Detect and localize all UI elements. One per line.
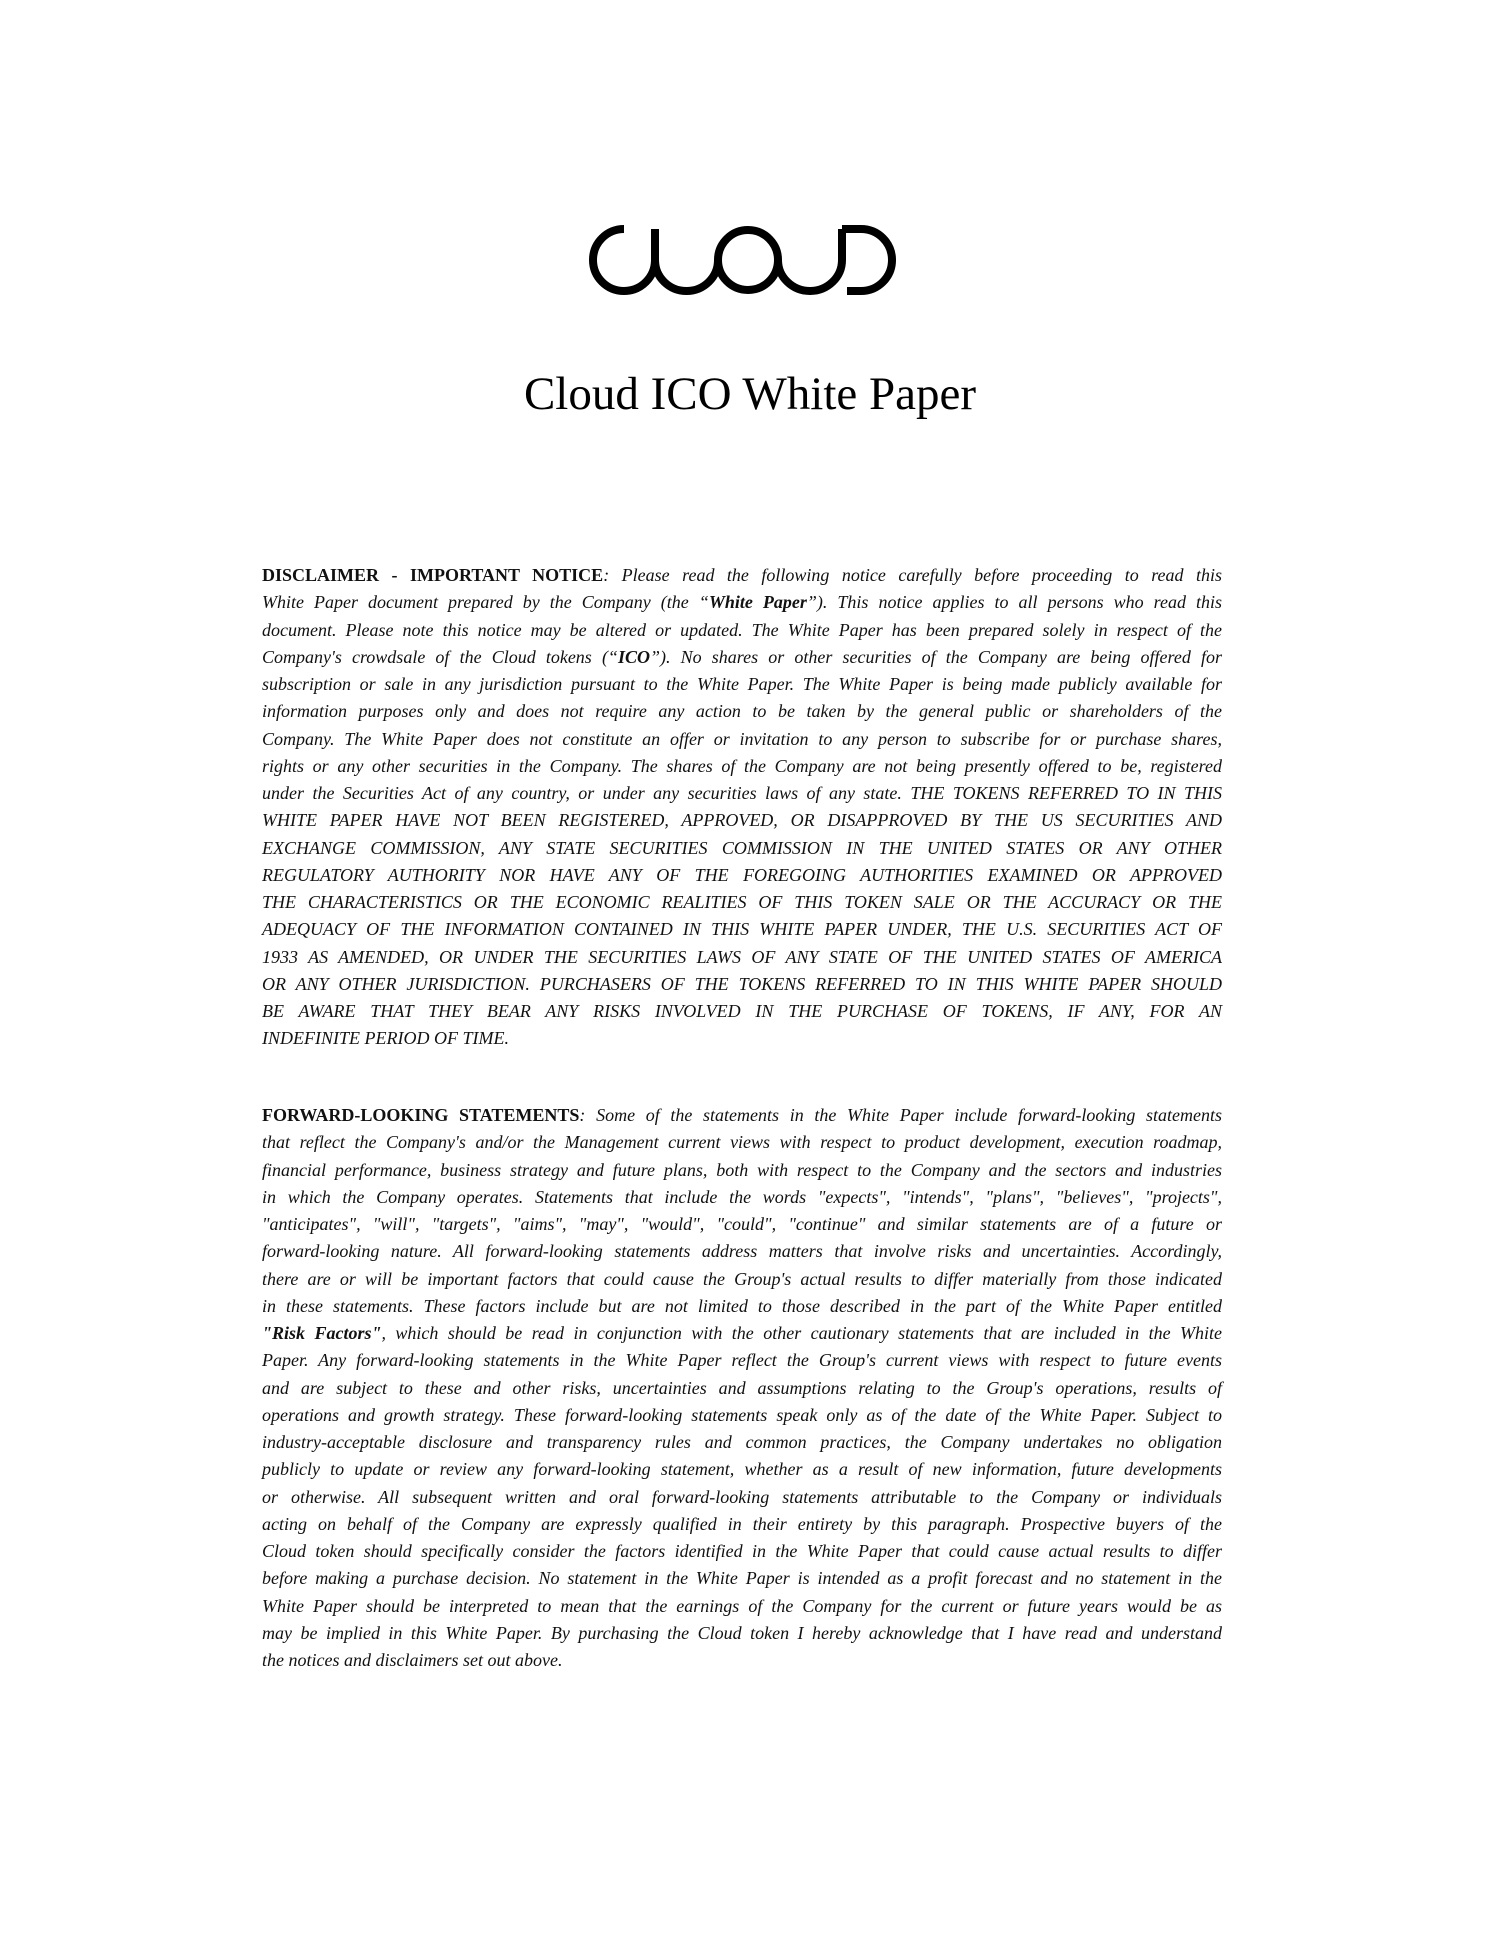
disclaimer-paragraph bbox=[262, 562, 1222, 1053]
text-run: information purposes only and does not require any action to be taken by the general public or shareholders of the bbox=[262, 701, 1222, 722]
text-line bbox=[262, 671, 1222, 698]
emphasized-text: "Risk Factors" bbox=[262, 1323, 382, 1343]
text-line bbox=[262, 589, 1222, 616]
text-run: and are subject to these and other risks, uncertainties and assumptions relating to the Group's operations, results of bbox=[262, 1377, 1222, 1398]
text-line bbox=[262, 1593, 1222, 1620]
text-line bbox=[262, 1647, 1222, 1674]
text-run: Cloud token should specifically consider the factors identified in the White Paper that could cause actual results to differ bbox=[262, 1541, 1222, 1561]
text-run: Company's crowdsale of the Cloud tokens (“ bbox=[262, 646, 618, 667]
text-run: White Paper should be interpreted to mean that the earnings of the Company for the current or future years would be as bbox=[262, 1595, 1222, 1616]
text-line bbox=[262, 1375, 1222, 1402]
text-run: White Paper document prepared by the Company (the “ bbox=[262, 592, 709, 613]
text-run: Company. The White Paper does not constitute an offer or invitation to any person to subscribe for or purchase shares, bbox=[262, 728, 1222, 749]
text-line bbox=[262, 1484, 1222, 1511]
text-line bbox=[262, 753, 1222, 780]
text-run: industry-acceptable disclosure and transparency rules and common practices, the Company undertakes no obligation bbox=[262, 1432, 1222, 1452]
emphasized-text: ICO bbox=[617, 646, 650, 667]
text-line bbox=[262, 726, 1222, 753]
text-line bbox=[262, 944, 1222, 971]
emphasized-text: DISCLAIMER - IMPORTANT NOTICE bbox=[262, 565, 604, 585]
text-line bbox=[262, 1456, 1222, 1483]
text-run: "anticipates", "will", "targets", "aims", "may", "would", "could", "continue" and similar statements are of a future or bbox=[262, 1214, 1222, 1234]
text-run: forward-looking nature. All forward-looking statements address matters that involve risks and uncertainties. Accordingly, bbox=[262, 1241, 1222, 1262]
text-line bbox=[262, 1184, 1222, 1211]
cloud-logo bbox=[585, 220, 905, 300]
text-run: the notices and disclaimers set out above. bbox=[262, 1650, 563, 1670]
text-line bbox=[262, 562, 1222, 589]
text-line bbox=[262, 1429, 1222, 1456]
text-run: operations and growth strategy. These forward-looking statements speak only as of the date of the White Paper. Subject to bbox=[262, 1404, 1222, 1425]
text-run: Paper. Any forward-looking statements in the White Paper reflect the Group's current views with respect to future events bbox=[262, 1350, 1222, 1371]
text-line bbox=[262, 698, 1222, 725]
text-run: BE AWARE THAT THEY BEAR ANY RISKS INVOLVED IN THE PURCHASE OF TOKENS, IF ANY, FOR AN bbox=[262, 1001, 1222, 1021]
forward-looking-paragraph bbox=[262, 1102, 1222, 1674]
text-run: publicly to update or review any forward-looking statement, whether as a result of new information, future developments bbox=[262, 1459, 1222, 1480]
text-line bbox=[262, 1620, 1222, 1647]
text-run: INDEFINITE PERIOD OF TIME. bbox=[262, 1028, 509, 1049]
text-run: may be implied in this White Paper. By purchasing the Cloud token I hereby acknowledge that I have read and understand bbox=[262, 1622, 1222, 1643]
text-line bbox=[262, 998, 1222, 1025]
text-line bbox=[262, 617, 1222, 644]
text-line bbox=[262, 1238, 1222, 1265]
text-line bbox=[262, 1266, 1222, 1293]
text-line bbox=[262, 971, 1222, 998]
text-line bbox=[262, 835, 1222, 862]
text-run: financial performance, business strategy and future plans, both with respect to the Company and the sectors and industries bbox=[262, 1159, 1222, 1180]
text-run: REGULATORY AUTHORITY NOR HAVE ANY OF THE FOREGOING AUTHORITIES EXAMINED OR APPROVED bbox=[262, 864, 1222, 885]
text-run: ”). This notice applies to all persons who read this bbox=[806, 592, 1223, 613]
text-line bbox=[262, 1293, 1222, 1320]
text-line bbox=[262, 1157, 1222, 1184]
text-run: THE CHARACTERISTICS OR THE ECONOMIC REALITIES OF THIS TOKEN SALE OR THE ACCURACY OR THE bbox=[262, 892, 1222, 912]
text-line bbox=[262, 862, 1222, 889]
text-line bbox=[262, 1347, 1222, 1374]
text-line bbox=[262, 1402, 1222, 1429]
text-line bbox=[262, 1565, 1222, 1592]
text-line bbox=[262, 1511, 1222, 1538]
text-line bbox=[262, 1129, 1222, 1156]
text-run: 1933 AS AMENDED, OR UNDER THE SECURITIES LAWS OF ANY STATE OF THE UNITED STATES OF AMERICA bbox=[262, 946, 1222, 967]
text-line bbox=[262, 1538, 1222, 1565]
text-run: ADEQUACY OF THE INFORMATION CONTAINED IN THIS WHITE PAPER UNDER, THE U.S. SECURITIES ACT OF bbox=[262, 919, 1222, 940]
text-run: EXCHANGE COMMISSION, ANY STATE SECURITIES COMMISSION IN THE UNITED STATES OR ANY OTHER bbox=[262, 837, 1222, 858]
text-run: : Some of the statements in the White Paper include forward-looking statements bbox=[579, 1105, 1222, 1125]
text-run: that reflect the Company's and/or the Management current views with respect to product development, execution roadmap, bbox=[262, 1132, 1222, 1153]
text-run: before making a purchase decision. No statement in the White Paper is intended as a profit forecast and no statement in the bbox=[262, 1568, 1222, 1589]
text-run: subscription or sale in any jurisdiction pursuant to the White Paper. The White Paper is being made publicly available for bbox=[262, 674, 1222, 694]
text-line bbox=[262, 1211, 1222, 1238]
text-run: , which should be read in conjunction with the other cautionary statements that are included in the White bbox=[381, 1323, 1222, 1343]
text-line bbox=[262, 889, 1222, 916]
text-run: : Please read the following notice carefully before proceeding to read this bbox=[603, 565, 1223, 585]
text-line bbox=[262, 780, 1222, 807]
text-run: OR ANY OTHER JURISDICTION. PURCHASERS OF THE TOKENS REFERRED TO IN THIS WHITE PAPER SHOULD bbox=[262, 973, 1222, 994]
text-line bbox=[262, 644, 1222, 671]
text-run: in these statements. These factors include but are not limited to those described in the part of the White Paper entitled bbox=[262, 1295, 1222, 1316]
text-line bbox=[262, 1102, 1222, 1129]
emphasized-text: FORWARD-LOOKING STATEMENTS bbox=[262, 1105, 580, 1125]
text-line bbox=[262, 1025, 1222, 1052]
text-line bbox=[262, 807, 1222, 834]
text-run: under the Securities Act of any country, or under any securities laws of any state. THE TOKENS REFERRED TO IN THIS bbox=[262, 783, 1222, 803]
text-run: or otherwise. All subsequent written and oral forward-looking statements attributable to the Company or individuals bbox=[262, 1486, 1222, 1507]
text-line bbox=[262, 916, 1222, 943]
text-run: document. Please note this notice may be altered or updated. The White Paper has been prepared solely in respect of the bbox=[262, 619, 1222, 640]
emphasized-text: White Paper bbox=[708, 592, 807, 613]
text-run: rights or any other securities in the Company. The shares of the Company are not being presently offered to be, registered bbox=[262, 755, 1222, 776]
text-run: there are or will be important factors that could cause the Group's actual results to differ materially from those indicated bbox=[262, 1268, 1222, 1289]
document-title: Cloud ICO White Paper bbox=[523, 368, 977, 420]
text-run: in which the Company operates. Statements that include the words "expects", "intends", "plans", "believes", "projects", bbox=[262, 1186, 1222, 1207]
text-run: acting on behalf of the Company are expressly qualified in their entirety by this paragraph. Prospective buyers of the bbox=[262, 1513, 1222, 1534]
text-run: WHITE PAPER HAVE NOT BEEN REGISTERED, APPROVED, OR DISAPPROVED BY THE US SECURITIES AND bbox=[262, 810, 1222, 831]
text-line bbox=[262, 1320, 1222, 1347]
text-run: ”). No shares or other securities of the Company are being offered for bbox=[649, 646, 1222, 667]
